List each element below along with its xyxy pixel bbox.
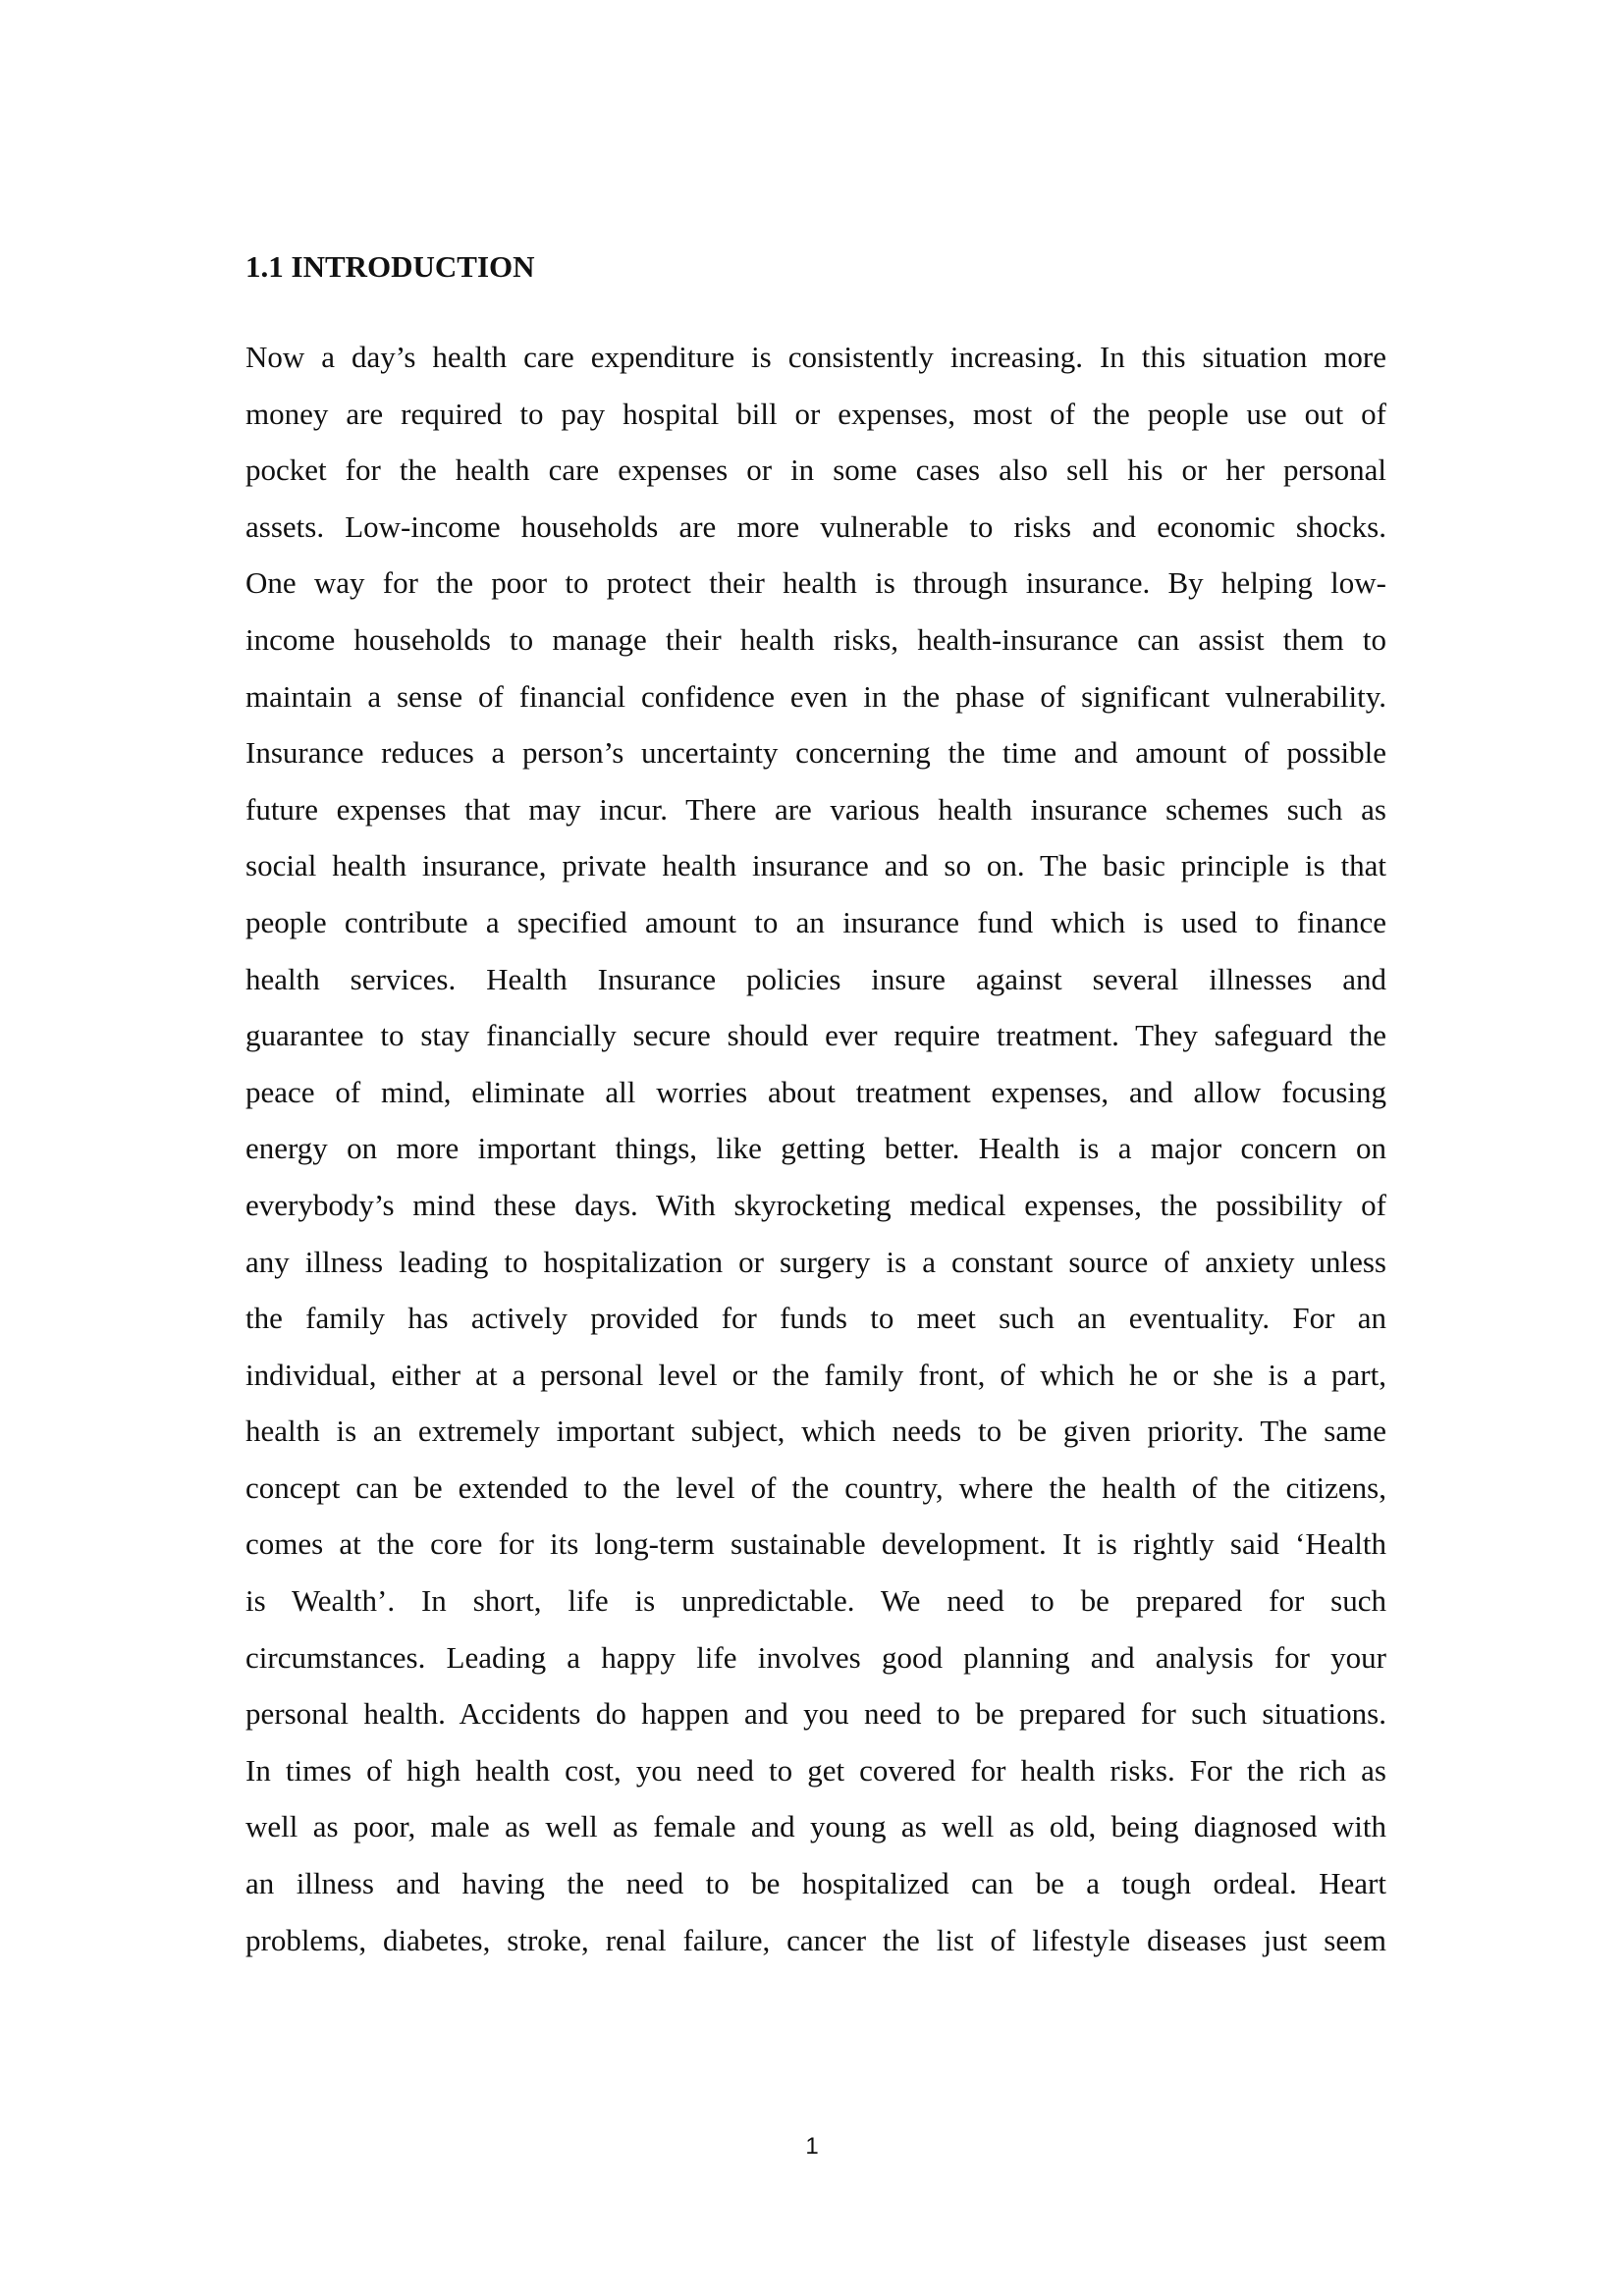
page-number: 1 [805,2133,819,2160]
text-line: concept can be extended to the level of the country, where the health of the citizens, [245,1469,1386,1505]
text-line: assets. Low-income households are more vulnerable to risks and economic shocks. [245,508,1386,544]
text-line: health is an extremely important subject, which needs to be given priority. The same [245,1414,1386,1449]
text-line: maintain a sense of financial confidence even in the phase of significant vulnerability. [245,678,1386,714]
text-line: money are required to pay hospital bill or expenses, most of the people use out of [245,396,1386,431]
text-line: individual, either at a personal level or the family front, of which he or she is a part, [245,1357,1386,1392]
text-line: Now a day’s health care expenditure is consistently increasing. In this situation more [245,340,1386,374]
text-line: is Wealth’. In short, life is unpredictable. We need to be prepared for such [245,1583,1386,1619]
text-line: health services. Health Insurance policies insure against several illnesses and [245,961,1386,996]
text-line: the family has actively provided for funds to meet such an eventuality. For an [245,1301,1386,1336]
text-line: pocket for the health care expenses or in some cases also sell his or her personal [245,453,1386,488]
text-line: an illness and having the need to be hospitalized can be a tough ordeal. Heart [245,1866,1386,1901]
text-line: social health insurance, private health insurance and so on. The basic principle is that [245,848,1386,883]
text-line: any illness leading to hospitalization or surgery is a constant source of anxiety unless [245,1244,1386,1279]
text-line: circumstances. Leading a happy life involves good planning and analysis for your [245,1639,1386,1675]
text-line: Insurance reduces a person’s uncertainty concerning the time and amount of possible [245,735,1386,771]
text-line: guarantee to stay financially secure should ever require treatment. They safeguard the [245,1018,1386,1053]
section-heading: 1.1 INTRODUCTION [245,249,535,284]
text-line: In times of high health cost, you need to get covered for health risks. For the rich as [245,1752,1386,1788]
text-line: future expenses that may incur. There are various health insurance schemes such as [245,791,1386,827]
text-line: problems, diabetes, stroke, renal failure, cancer the list of lifestyle diseases just seem [245,1922,1386,1957]
text-line: energy on more important things, like getting better. Health is a major concern on [245,1131,1386,1166]
text-line: well as poor, male as well as female and young as well as old, being diagnosed with [245,1809,1386,1844]
text-line: peace of mind, eliminate all worries about treatment expenses, and allow focusing [245,1074,1386,1109]
text-line: people contribute a specified amount to an insurance fund which is used to finance [245,904,1386,939]
text-line: One way for the poor to protect their health is through insurance. By helping low- [245,565,1386,601]
text-line: personal health. Accidents do happen and you need to be prepared for such situations. [245,1696,1386,1732]
text-line: everybody’s mind these days. With skyrocketing medical expenses, the possibility of [245,1187,1386,1222]
body-paragraph [245,329,1386,1968]
text-line: comes at the core for its long-term sustainable development. It is rightly said ‘Health [245,1526,1386,1562]
text-line: income households to manage their health risks, health-insurance can assist them to [245,621,1386,657]
